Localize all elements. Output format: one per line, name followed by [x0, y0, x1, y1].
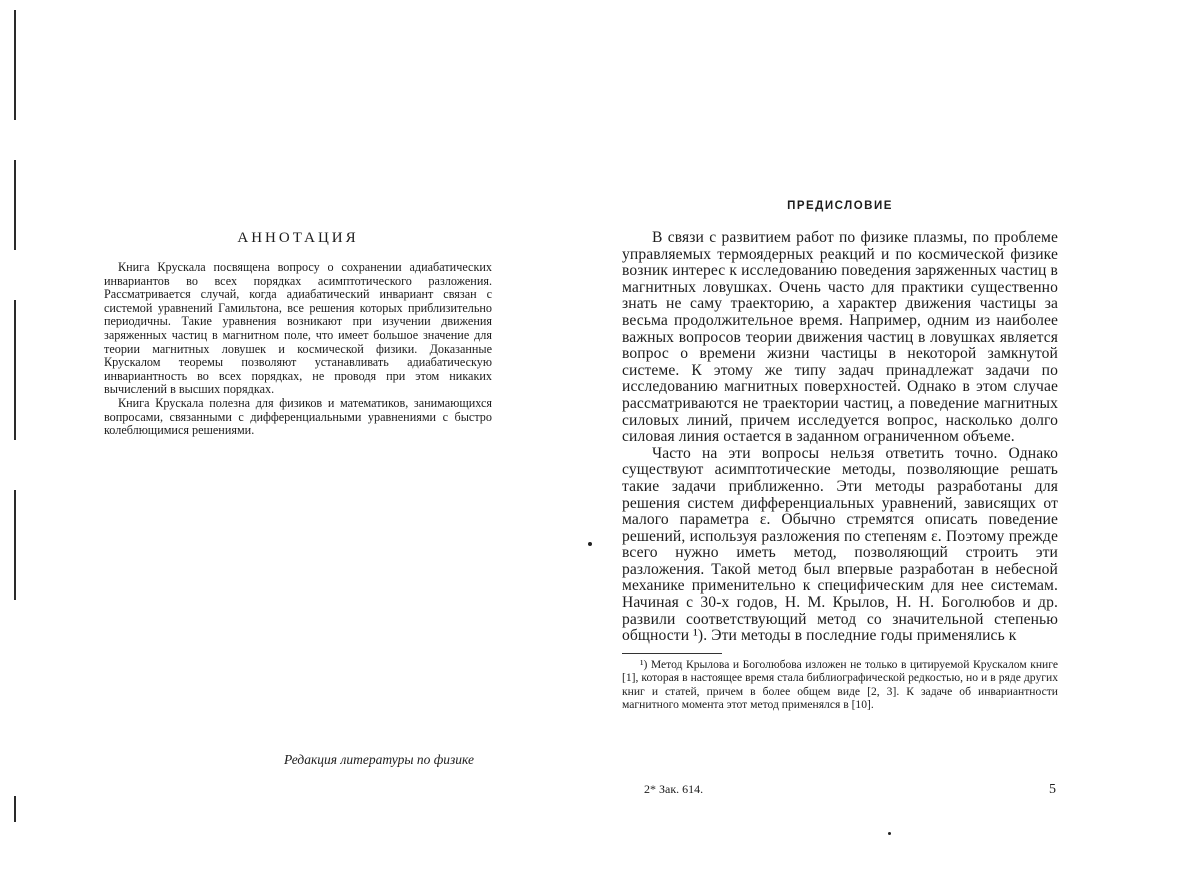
scan-speck: [588, 542, 592, 546]
footnote: ¹) Метод Крылова и Боголюбова изложен не только в цитируемой Крускалом книге [1], которая в настоящее время стала библиографической редкостью, но и в ряде других книг и статей, причем в более общем виде [2, 3]. К задаче об инвариантности магнитного момента этот метод применялся в [10].: [622, 658, 1058, 712]
scan-edge-mark-middle: [14, 300, 16, 440]
editorial-credit: Редакция литературы по физике: [284, 752, 474, 768]
printer-signature: 2* Зак. 614.: [644, 782, 703, 797]
scan-edge-mark-top: [14, 10, 16, 120]
scan-edge-mark-lower: [14, 490, 16, 600]
page-number: 5: [1049, 782, 1056, 798]
scan-speck: [888, 832, 891, 835]
right-page-preface: [622, 196, 1058, 816]
preface-paragraph: Часто на эти вопросы нельзя ответить точно. Однако существуют асимптотические методы, позволяющие решать такие задачи приближенно. Эти методы разработаны для решения систем дифференциальных уравнений, зависящих от малого параметра ε. Обычно стремятся описать поведение решений, используя разложения по степеням ε. Поэтому прежде всего нужно иметь метод, позволяющий строить эти разложения. Такой метод был впервые разработан в небесной механике применительно к специфическим для нее системам. Начиная с 30-х годов, Н. М. Крылов, Н. Н. Боголюбов и др. развили соответствующий метод со значительной степенью общности ¹). Эти методы в последние годы применялись к: [622, 446, 1058, 645]
scan-edge-mark-bottom: [14, 796, 16, 822]
preface-title: ПРЕДИСЛОВИЕ: [622, 200, 1058, 212]
annotation-title: АННОТАЦИЯ: [104, 230, 492, 247]
scan-edge-mark-upper: [14, 160, 16, 250]
annotation-paragraph: Книга Крускала полезна для физиков и математиков, занимающихся вопросами, связанными с дифференциальными уравнениями с быстро колеблющимися решениями.: [104, 397, 492, 438]
footnote-separator: [622, 653, 722, 654]
preface-paragraph: В связи с развитием работ по физике плазмы, по проблеме управляемых термоядерных реакций и по космической физике возник интерес к исследованию поведения заряженных частиц в магнитных ловушках. Очень часто для практики существенно знать не саму траекторию, а характер движения частицы за весьма продолжительное время. Например, одним из наиболее важных вопросов теории движения частиц в ловушках является вопрос о времени жизни частицы в некоторой замкнутой системе. К этому же типу задач принадлежат задачи по исследованию магнитных поверхностей. Однако в этом случае рассматриваются не траектории частиц, а поведение магнитных силовых линий, причем исследуется вопрос, насколько долго силовая линия остается в заданном ограниченном объеме.: [622, 230, 1058, 446]
left-page-annotation: [104, 220, 492, 780]
annotation-paragraph: Книга Крускала посвящена вопросу о сохранении адиабатических инвариантов во всех порядках асимптотического разложения. Рассматривается случай, когда адиабатический инвариант связан с системой уравнений Гамильтона, все решения которых приблизительно периодичны. Такие уравнения возникают при изучении движения заряженных частиц в магнитном поле, что имеет большое значение для теории магнитных ловушек и космической физики. Доказанные Крускалом теоремы позволяют устанавливать адиабатическую инвариантность во всех порядках, не проводя при этом никаких вычислений в высших порядках.: [104, 261, 492, 397]
